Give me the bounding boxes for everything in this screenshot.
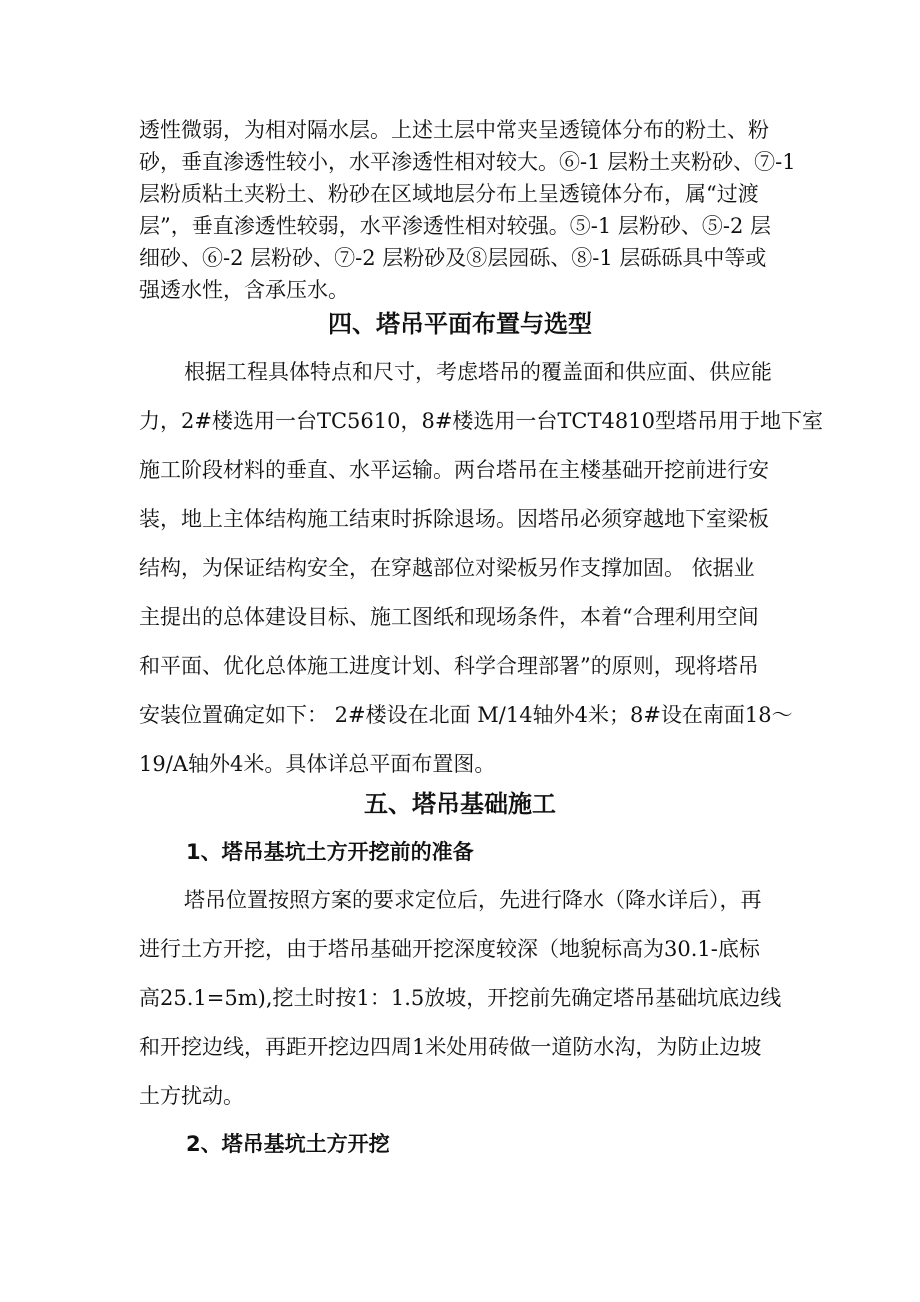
paragraph-line: 砂，垂直渗透性较小，水平渗透性相对较大。⑥-1 层粉土夹粉砂、⑦-1 xyxy=(139,150,796,174)
paragraph-line: 强透水性，含承压水。 xyxy=(139,278,349,302)
subsection-2-title: 2、塔吊基坑土方开挖 xyxy=(186,1132,390,1156)
paragraph-line: 透性微弱，为相对隔水层。上述土层中常夹呈透镜体分布的粉土、粉 xyxy=(139,118,769,142)
paragraph-line: 主提出的总体建设目标、施工图纸和现场条件，本着“合理利用空间 xyxy=(139,605,759,629)
paragraph-line: 施工阶段材料的垂直、水平运输。两台塔吊在主楼基础开挖前进行安 xyxy=(139,458,769,482)
section-5-title: 五、塔吊基础施工 xyxy=(364,790,556,818)
paragraph-line: 力，2#楼选用一台TC5610，8#楼选用一台TCT4810型塔吊用于地下室 xyxy=(139,409,823,433)
paragraph-line: 层粉质粘土夹粉土、粉砂在区域地层分布上呈透镜体分布，属“过渡 xyxy=(139,182,759,206)
paragraph-line: 根据工程具体特点和尺寸，考虑塔吊的覆盖面和供应面、供应能 xyxy=(184,360,772,384)
paragraph-line: 安装位置确定如下： 2#楼设在北面 M/14轴外4米；8#设在南面18～ xyxy=(139,703,793,727)
paragraph-line: 结构，为保证结构安全，在穿越部位对梁板另作支撑加固。 依据业 xyxy=(139,556,755,580)
paragraph-line: 塔吊位置按照方案的要求定位后，先进行降水（降水详后），再 xyxy=(184,888,762,912)
paragraph-line: 土方扰动。 xyxy=(139,1084,244,1108)
paragraph-line: 高25.1=5m),挖土时按1：1.5放坡，开挖前先确定塔吊基础坑底边线 xyxy=(139,986,782,1010)
paragraph-line: 19/A轴外4米。具体详总平面布置图。 xyxy=(139,752,496,776)
paragraph-line: 细砂、⑥-2 层粉砂、⑦-2 层粉砂及⑧层园砾、⑧-1 层砾砾具中等或 xyxy=(139,246,767,270)
paragraph-line: 和平面、优化总体施工进度计划、科学合理部署”的原则，现将塔吊 xyxy=(139,654,759,678)
subsection-1-title: 1、塔吊基坑土方开挖前的准备 xyxy=(186,840,474,864)
paragraph-line: 和开挖边线，再距开挖边四周1米处用砖做一道防水沟，为防止边坡 xyxy=(139,1035,762,1059)
paragraph-line: 装，地上主体结构施工结束时拆除退场。因塔吊必须穿越地下室梁板 xyxy=(139,507,769,531)
paragraph-line: 层”，垂直渗透性较弱，水平渗透性相对较强。⑤-1 层粉砂、⑤-2 层 xyxy=(139,214,771,238)
section-4-title: 四、塔吊平面布置与选型 xyxy=(328,310,592,338)
paragraph-line: 进行土方开挖，由于塔吊基础开挖深度较深（地貌标高为30.1-底标 xyxy=(139,937,760,961)
